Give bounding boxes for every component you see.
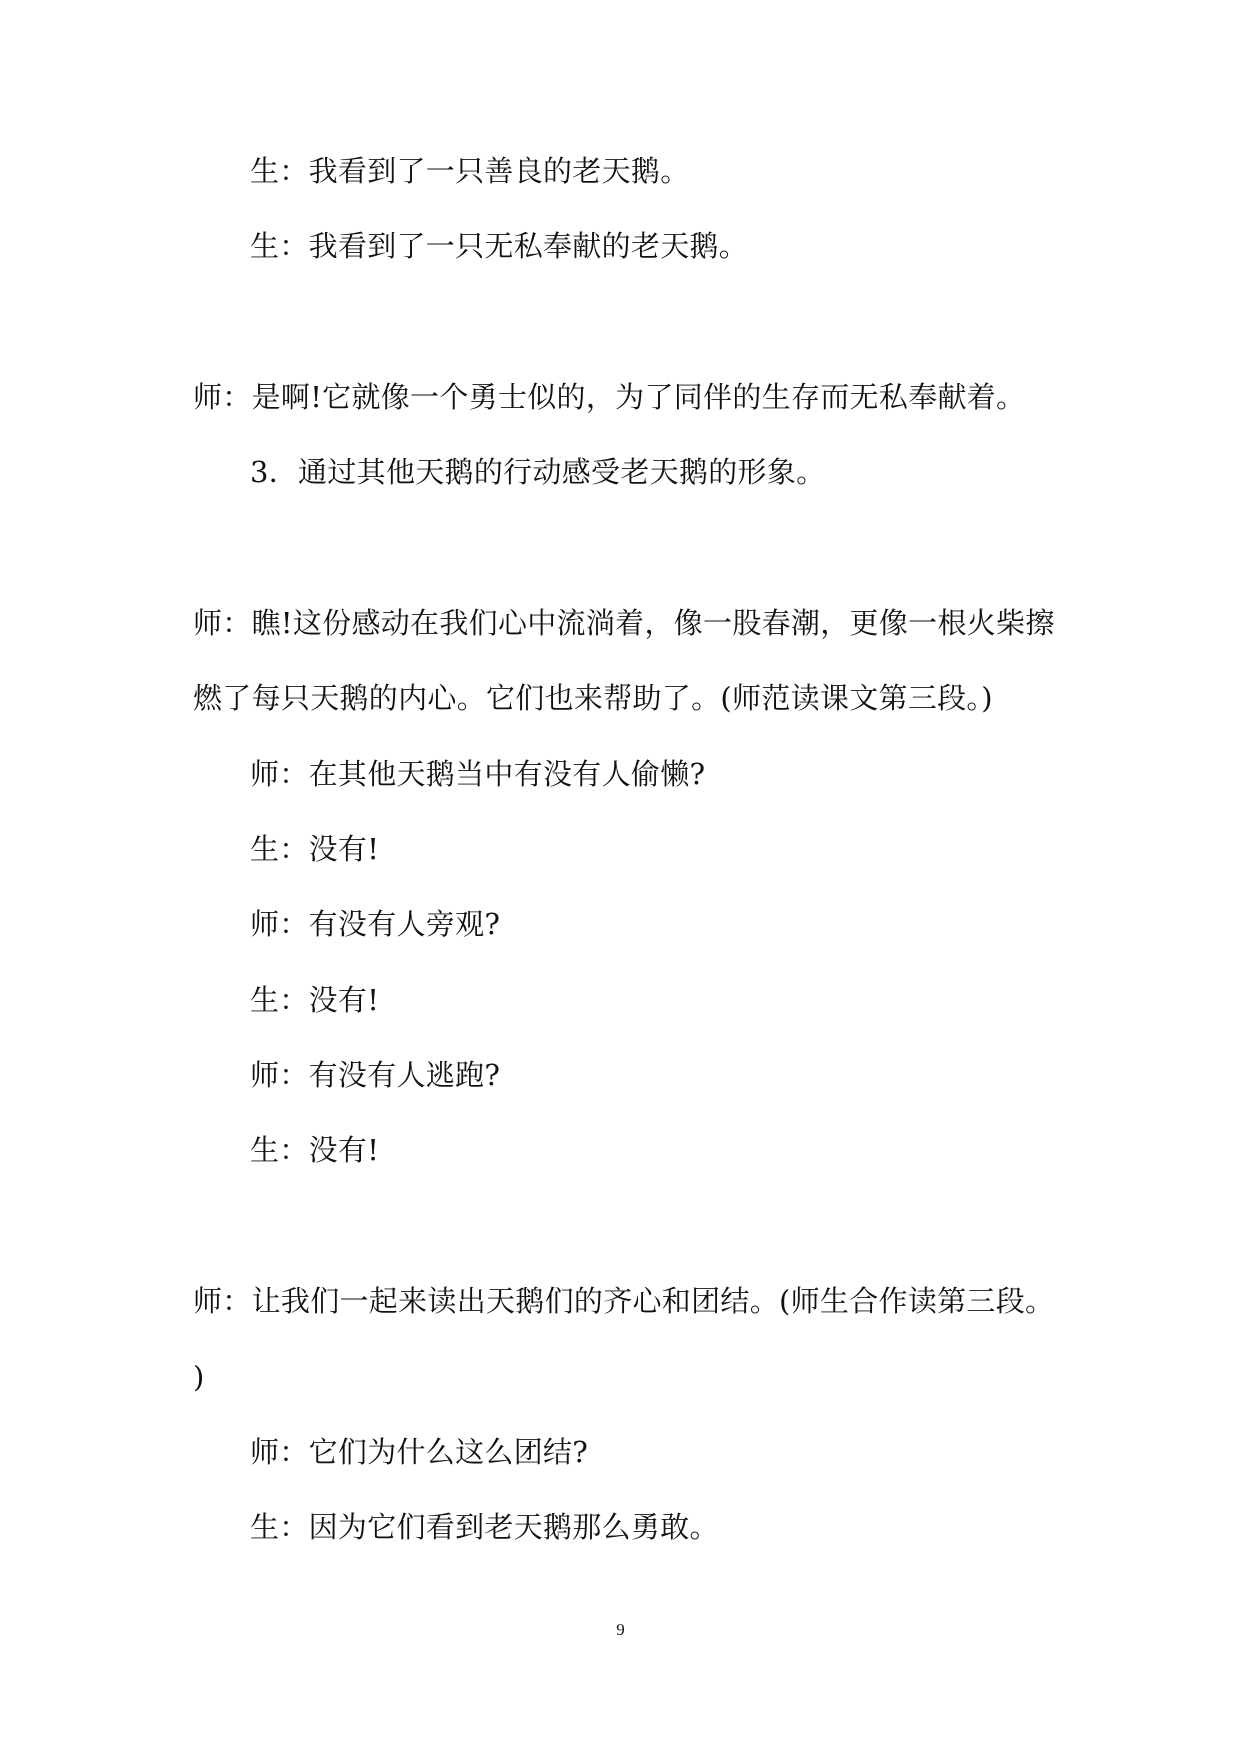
paragraph-line: 生：我看到了一只无私奉献的老天鹅。 [250, 229, 749, 263]
paragraph-line: 3．通过其他天鹅的行动感受老天鹅的形象。 [250, 455, 826, 489]
paragraph-line: 师：是啊!它就像一个勇士似的，为了同伴的生存而无私奉献着。 [193, 380, 1026, 414]
paragraph-line: 师：让我们一起来读出天鹅们的齐心和团结。(师生合作读第三段。 [193, 1284, 1055, 1318]
paragraph-line: 师：有没有人逃跑? [250, 1058, 501, 1092]
page-number: 9 [616, 1620, 625, 1639]
paragraph-line: 生：没有! [250, 832, 380, 866]
paragraph-line: 师：有没有人旁观? [250, 907, 501, 941]
paragraph-line: 生：我看到了一只善良的老天鹅。 [250, 154, 690, 188]
paragraph-line: 生：没有! [250, 983, 380, 1017]
paragraph-line: 师：瞧!这份感动在我们心中流淌着，像一股春潮，更像一根火柴擦 [193, 606, 1055, 640]
paragraph-line: 生：因为它们看到老天鹅那么勇敢。 [250, 1510, 719, 1544]
paragraph-line: 燃了每只天鹅的内心。它们也来帮助了。(师范读课文第三段。) [193, 681, 993, 715]
paragraph-line: 师：在其他天鹅当中有没有人偷懒? [250, 757, 706, 791]
paragraph-line: 师：它们为什么这么团结? [250, 1435, 589, 1469]
paragraph-line: 生：没有! [250, 1133, 380, 1167]
paragraph-line: ) [193, 1360, 205, 1394]
